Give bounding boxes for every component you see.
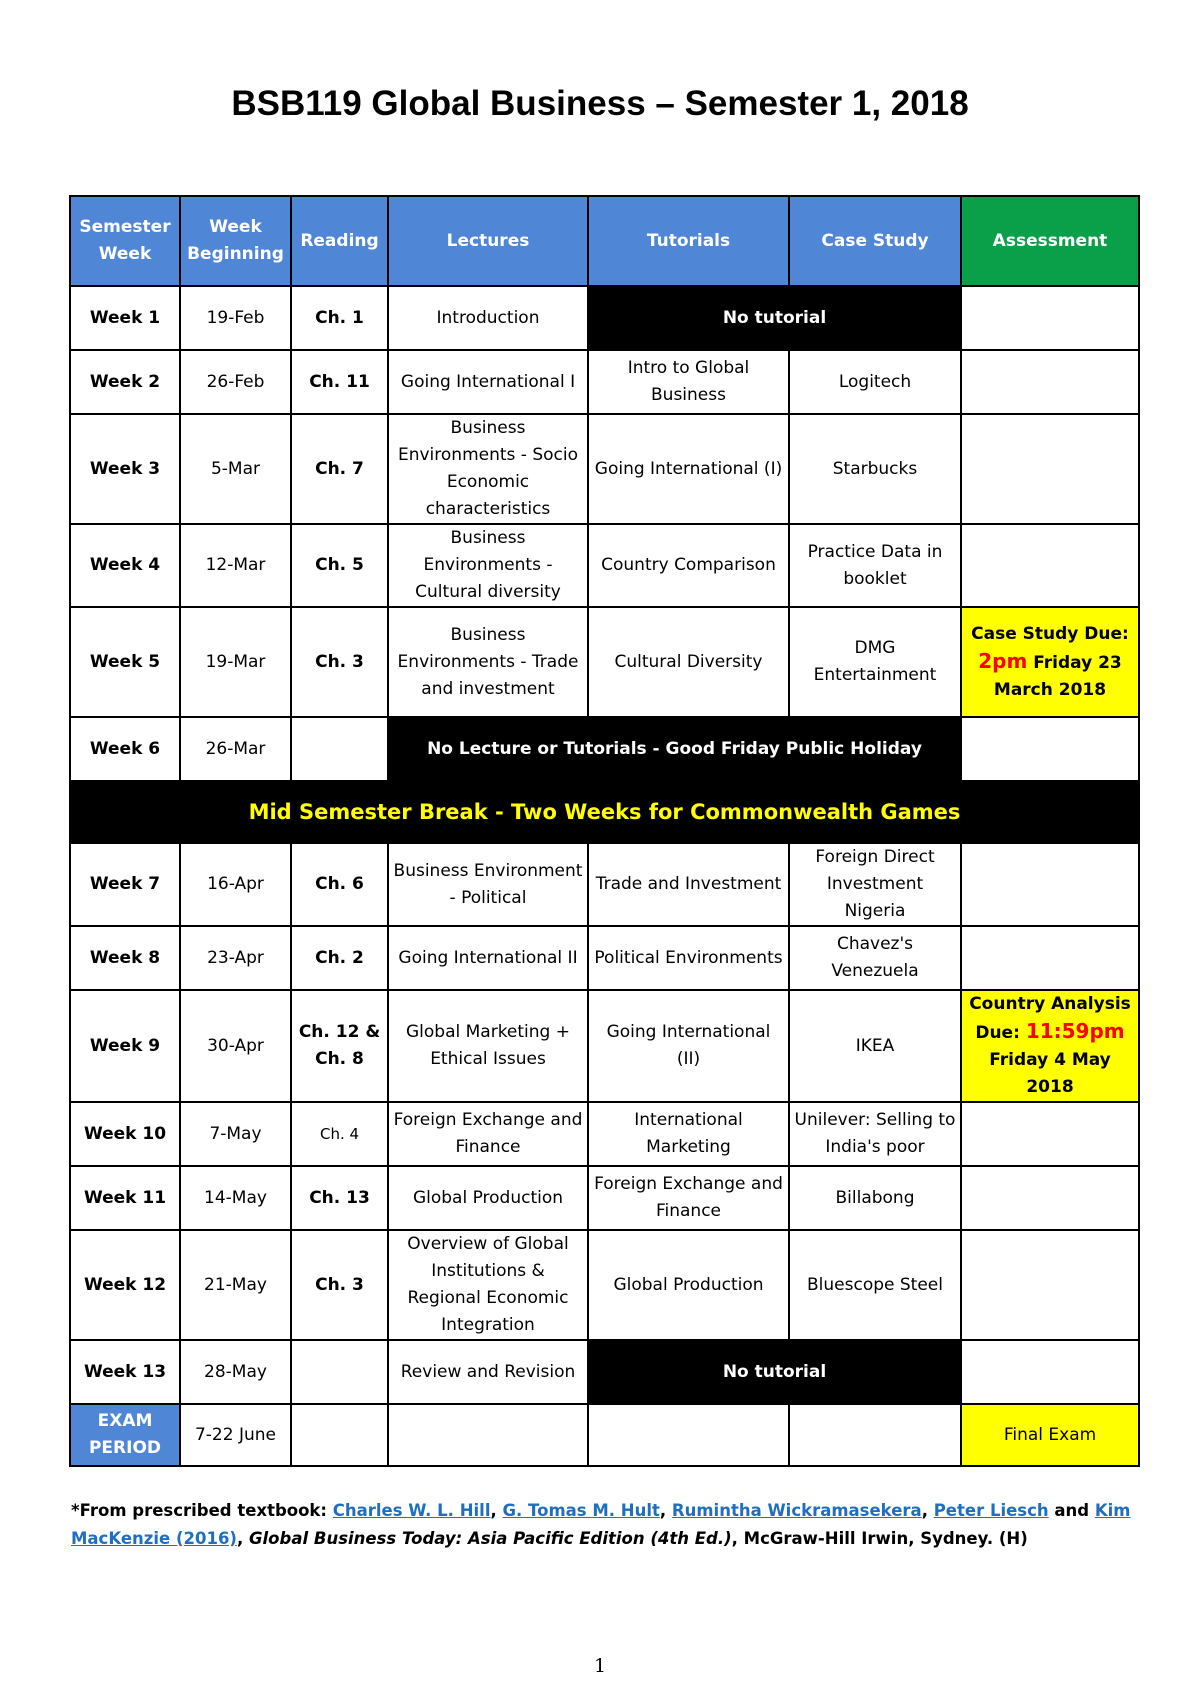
assessment-cell	[961, 1230, 1139, 1340]
author-link[interactable]: Peter Liesch	[933, 1501, 1049, 1520]
reading-cell: Ch. 4	[291, 1102, 388, 1166]
date-cell: 28-May	[180, 1340, 291, 1404]
exam-date: 7-22 June	[180, 1404, 291, 1466]
header-week-beginning: Week Beginning	[180, 196, 291, 286]
reading-cell: Ch. 3	[291, 607, 388, 717]
header-tutorials: Tutorials	[588, 196, 789, 286]
lecture-cell: Going International II	[388, 926, 588, 990]
week-cell: Week 4	[70, 524, 180, 607]
week-cell: Week 1	[70, 286, 180, 350]
lecture-cell: Business Environment - Political	[388, 843, 588, 926]
case-cell: Practice Data in booklet	[789, 524, 961, 607]
tutorial-cell: Foreign Exchange and Finance	[588, 1166, 789, 1230]
table-row	[70, 1166, 1139, 1230]
lecture-cell: Global Production	[388, 1166, 588, 1230]
lecture-cell: Foreign Exchange and Finance	[388, 1102, 588, 1166]
table-row	[70, 1230, 1139, 1340]
week-cell: Week 9	[70, 990, 180, 1102]
case-cell: Billabong	[789, 1166, 961, 1230]
date-cell: 7-May	[180, 1102, 291, 1166]
case-cell: Foreign Direct Investment Nigeria	[789, 843, 961, 926]
date-cell: 12-Mar	[180, 524, 291, 607]
assessment-cell	[961, 286, 1139, 350]
reading-cell: Ch. 12 & Ch. 8	[291, 990, 388, 1102]
tutorial-cell: Cultural Diversity	[588, 607, 789, 717]
reading-cell: Ch. 5	[291, 524, 388, 607]
assessment-cell	[961, 926, 1139, 990]
author-link[interactable]: Charles W. L. Hill	[332, 1501, 491, 1520]
week-cell: Week 11	[70, 1166, 180, 1230]
date-cell: 19-Feb	[180, 286, 291, 350]
reading-cell: Ch. 6	[291, 843, 388, 926]
book-title: Global Business Today: Asia Pacific Edition (4th Ed.)	[248, 1529, 732, 1548]
case-cell: IKEA	[789, 990, 961, 1102]
date-cell: 30-Apr	[180, 990, 291, 1102]
lecture-cell: Business Environments - Trade and investment	[388, 607, 588, 717]
author-link[interactable]: Kim MacKenzie (2016)	[71, 1501, 1131, 1548]
tutorial-cell: International Marketing	[588, 1102, 789, 1166]
case-cell: Logitech	[789, 350, 961, 414]
week-cell: Week 10	[70, 1102, 180, 1166]
assessment-cell	[961, 1166, 1139, 1230]
reading-cell	[291, 1340, 388, 1404]
date-cell: 26-Mar	[180, 717, 291, 781]
tutorial-cell: No tutorial	[588, 1340, 961, 1404]
date-cell: 14-May	[180, 1166, 291, 1230]
holiday-cell: No Lecture or Tutorials - Good Friday Public Holiday	[388, 717, 961, 781]
case-cell: DMG Entertainment	[789, 607, 961, 717]
week-cell: Week 6	[70, 717, 180, 781]
due-label: Due:	[975, 1023, 1020, 1043]
tutorial-cell: Trade and Investment	[588, 843, 789, 926]
tutorial-cell: Country Comparison	[588, 524, 789, 607]
date-cell: 26-Feb	[180, 350, 291, 414]
table-row	[70, 843, 1139, 926]
tutorial-cell: Political Environments	[588, 926, 789, 990]
table-row	[70, 350, 1139, 414]
table-row	[70, 414, 1139, 524]
table-row	[70, 524, 1139, 607]
week-cell: Week 8	[70, 926, 180, 990]
lecture-cell: Business Environments - Socio Economic characteristics	[388, 414, 588, 524]
case-cell: Bluescope Steel	[789, 1230, 961, 1340]
footnote-and: and	[1054, 1501, 1090, 1520]
lecture-cell: Global Marketing + Ethical Issues	[388, 990, 588, 1102]
table-row	[70, 1102, 1139, 1166]
due-time: 2pm	[978, 648, 1028, 673]
table-row	[70, 1340, 1139, 1404]
assessment-cell	[961, 717, 1139, 781]
author-link[interactable]: G. Tomas M. Hult	[502, 1501, 660, 1520]
table-row	[70, 286, 1139, 350]
assessment-cell	[961, 350, 1139, 414]
assessment-label: Country Analysis	[969, 994, 1131, 1014]
schedule-table	[69, 195, 1140, 1467]
assessment-cell	[961, 414, 1139, 524]
lecture-cell: Review and Revision	[388, 1340, 588, 1404]
week-cell: Week 5	[70, 607, 180, 717]
table-row	[70, 926, 1139, 990]
final-exam-cell: Final Exam	[961, 1404, 1139, 1466]
week-cell: Week 13	[70, 1340, 180, 1404]
reading-cell: Ch. 13	[291, 1166, 388, 1230]
week-cell: Week 2	[70, 350, 180, 414]
date-cell: 19-Mar	[180, 607, 291, 717]
week-cell: Week 7	[70, 843, 180, 926]
assessment-due-cell	[961, 607, 1139, 717]
empty-cell	[388, 1404, 588, 1466]
table-row	[70, 717, 1139, 781]
lecture-cell: Going International I	[388, 350, 588, 414]
due-time: 11:59pm	[1025, 1019, 1125, 1043]
header-case-study: Case Study	[789, 196, 961, 286]
reading-cell: Ch. 7	[291, 414, 388, 524]
assessment-cell	[961, 843, 1139, 926]
date-cell: 5-Mar	[180, 414, 291, 524]
due-date: Friday 4 May 2018	[989, 1050, 1111, 1097]
table-row	[70, 990, 1139, 1102]
empty-cell	[291, 1404, 388, 1466]
date-cell: 16-Apr	[180, 843, 291, 926]
reading-cell: Ch. 1	[291, 286, 388, 350]
week-cell: Week 3	[70, 414, 180, 524]
exam-period-label: EXAM PERIOD	[70, 1404, 180, 1466]
publisher: , McGraw-Hill Irwin, Sydney. (H)	[731, 1529, 1028, 1548]
reading-cell: Ch. 11	[291, 350, 388, 414]
case-cell: Unilever: Selling to India's poor	[789, 1102, 961, 1166]
header-reading: Reading	[291, 196, 388, 286]
reading-cell	[291, 717, 388, 781]
tutorial-cell: Going International (I)	[588, 414, 789, 524]
header-lectures: Lectures	[388, 196, 588, 286]
date-cell: 21-May	[180, 1230, 291, 1340]
reading-cell: Ch. 2	[291, 926, 388, 990]
lecture-cell: Overview of Global Institutions & Regional Economic Integration	[388, 1230, 588, 1340]
assessment-due-cell	[961, 990, 1139, 1102]
assessment-cell	[961, 1340, 1139, 1404]
lecture-cell: Introduction	[388, 286, 588, 350]
tutorial-cell: Going International (II)	[588, 990, 789, 1102]
reading-cell: Ch. 3	[291, 1230, 388, 1340]
case-cell: Chavez's Venezuela	[789, 926, 961, 990]
mid-semester-break: Mid Semester Break - Two Weeks for Commonwealth Games	[70, 781, 1139, 843]
mid-semester-break-row	[70, 781, 1139, 843]
tutorial-cell: Global Production	[588, 1230, 789, 1340]
assessment-cell	[961, 1102, 1139, 1166]
tutorial-cell: No tutorial	[588, 286, 961, 350]
empty-cell	[588, 1404, 789, 1466]
header-assessment: Assessment	[961, 196, 1139, 286]
due-date: Friday 23 March 2018	[993, 652, 1122, 700]
document-title: BSB119 Global Business – Semester 1, 2018	[231, 84, 969, 123]
tutorial-cell: Intro to Global Business	[588, 350, 789, 414]
date-cell: 23-Apr	[180, 926, 291, 990]
assessment-cell	[961, 524, 1139, 607]
week-cell: Week 12	[70, 1230, 180, 1340]
header-semester-week: Semester Week	[70, 196, 180, 286]
case-cell: Starbucks	[789, 414, 961, 524]
exam-row	[70, 1404, 1139, 1466]
textbook-footnote: *From prescribed textbook: Charles W. L. Hill, G. Tomas M. Hult, Rumintha Wickramasekera, Peter Liesch and Kim MacKenzie (2016), Global Business Today: Asia Pacific Edition (4th Ed.), McGraw-Hill Irwin, Sydney. (H)	[71, 1501, 1131, 1548]
footnote-prefix: *From prescribed textbook:	[71, 1501, 328, 1520]
author-link[interactable]: Rumintha Wickramasekera	[671, 1501, 922, 1520]
page-number: 1	[593, 1655, 607, 1677]
header-row	[70, 196, 1139, 286]
assessment-label: Case Study Due:	[971, 623, 1129, 644]
table-row	[70, 607, 1139, 717]
empty-cell	[789, 1404, 961, 1466]
lecture-cell: Business Environments - Cultural diversity	[388, 524, 588, 607]
